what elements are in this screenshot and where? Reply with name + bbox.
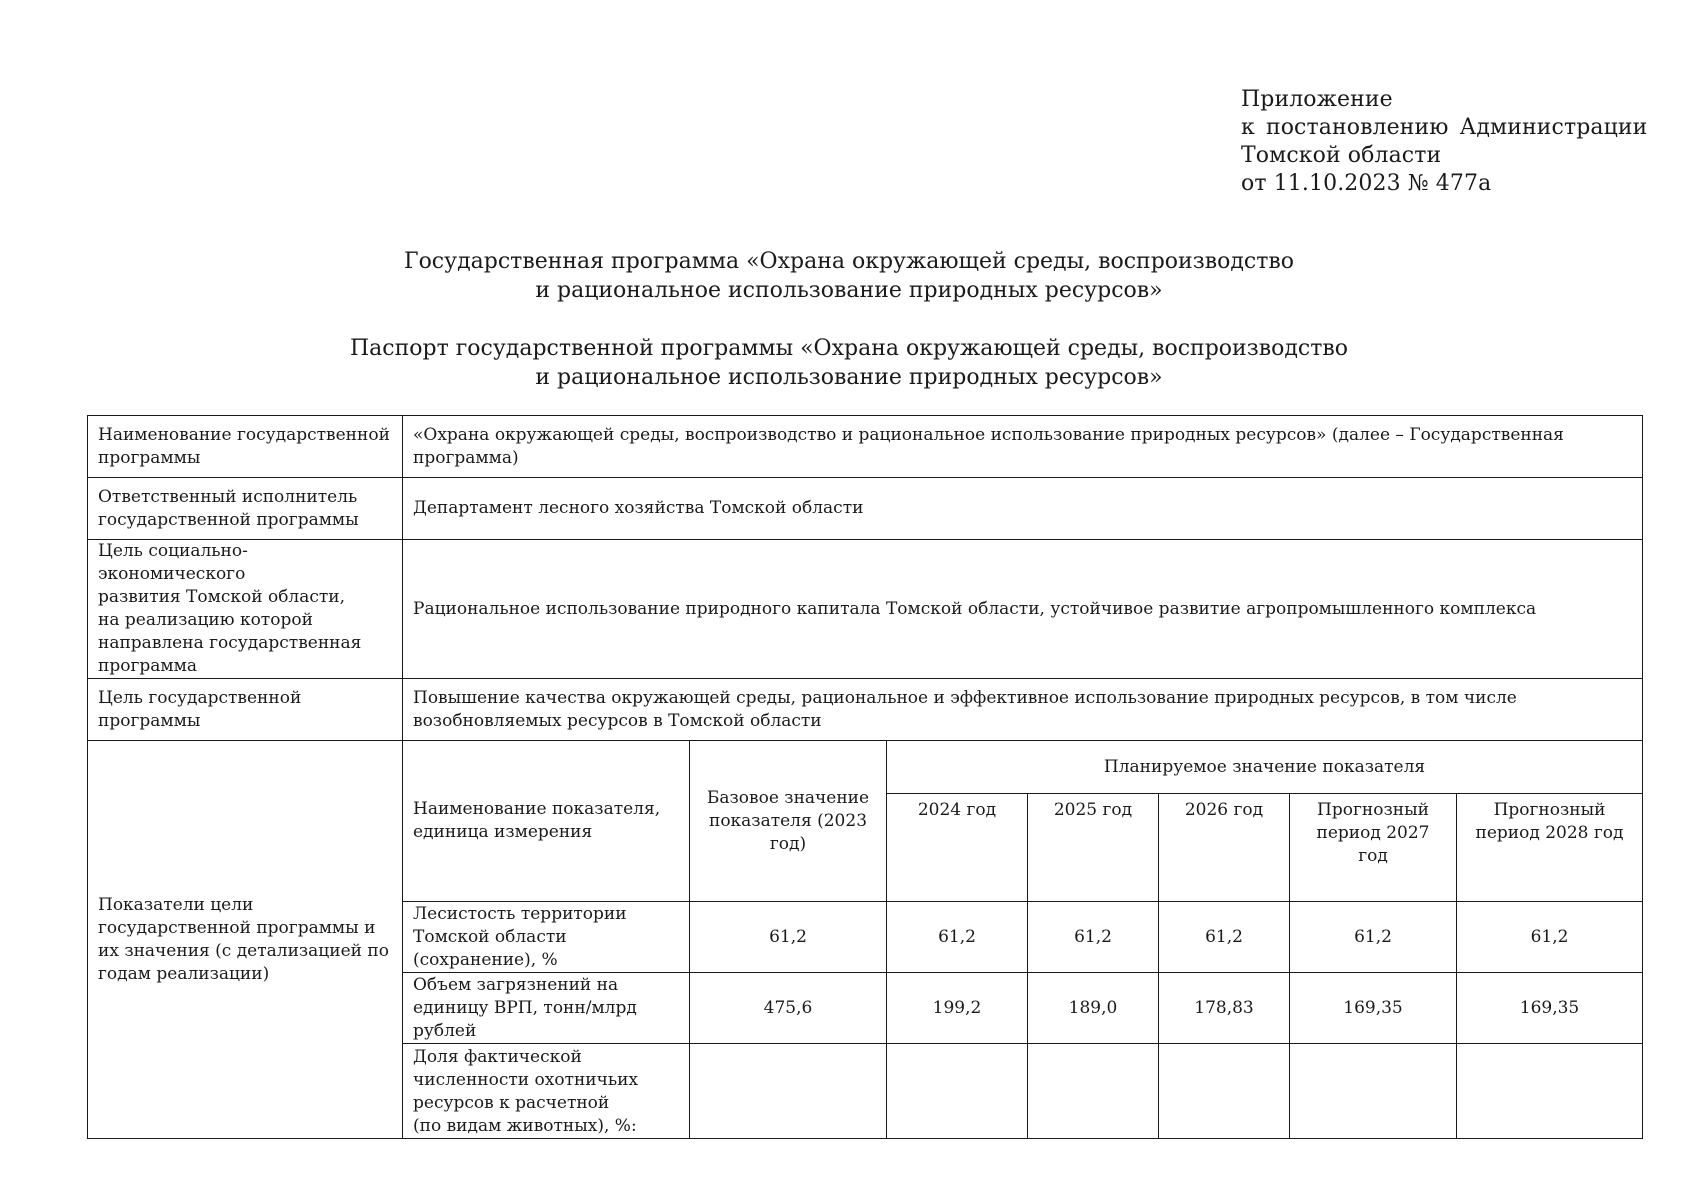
approval-line-2: к постановлению Администрации	[1241, 115, 1648, 140]
indicators-section-label: Показатели цели государственной программы и их значения (с детализацией по годам реализации)	[88, 741, 403, 1139]
indicator-value-2028: 61,2	[1457, 902, 1643, 973]
indicators-col-name: Наименование показателя, единица измерения	[403, 741, 690, 902]
row-value-name: «Охрана окружающей среды, воспроизводство и рациональное использование природных ресурсов» (далее – Государственная программа)	[403, 416, 1643, 478]
indicator-base-value	[690, 1044, 887, 1139]
row-value-program-goal: Повышение качества окружающей среды, рациональное и эффективное использование природных ресурсов, в том числе возобновляемых ресурсов в Томской области	[403, 679, 1643, 741]
table-row	[88, 540, 1643, 679]
row-value-socio-goal: Рациональное использование природного капитала Томской области, устойчивое развитие агропромышленного комплекса	[403, 540, 1643, 679]
socio-goal-label-line-4: направлена государственная	[98, 633, 362, 653]
year-2027-header: Прогнозный период 2027 год	[1290, 794, 1457, 902]
indicator-value-2025: 189,0	[1028, 973, 1159, 1044]
indicator-value-2025	[1028, 1044, 1159, 1139]
indicator-value-2026: 61,2	[1159, 902, 1290, 973]
indicator-base-value: 475,6	[690, 973, 887, 1044]
approval-line-3: Томской области	[1241, 143, 1442, 168]
indicator-value-2027	[1290, 1044, 1457, 1139]
year-2028-header: Прогнозный период 2028 год	[1457, 794, 1643, 902]
indicator-value-2024: 61,2	[887, 902, 1028, 973]
socio-goal-label-line-2: развития Томской области,	[98, 587, 346, 607]
indicators-col-planned: Планируемое значение показателя	[887, 741, 1643, 794]
row-label-program-goal: Цель государственной программы	[88, 679, 403, 741]
socio-goal-label-line-1: Цель социально-экономического	[98, 541, 248, 584]
indicator-name-line-3: ресурсов к расчетной	[413, 1093, 610, 1113]
indicator-value-2024: 199,2	[887, 973, 1028, 1044]
approval-stamp	[1241, 86, 1647, 198]
table-row	[88, 478, 1643, 540]
indicator-name: Объем загрязнений на единицу ВРП, тонн/млрд рублей	[403, 973, 690, 1044]
indicator-name	[403, 1044, 690, 1139]
indicator-name-line-2: численности охотничьих	[413, 1070, 639, 1090]
indicator-value-2028	[1457, 1044, 1643, 1139]
passport-table	[87, 415, 1643, 1139]
indicator-value-2028: 169,35	[1457, 973, 1643, 1044]
approval-line-4: от 11.10.2023 № 477а	[1241, 171, 1492, 196]
indicator-name: Лесистость территории Томской области (сохранение), %	[403, 902, 690, 973]
indicators-header-row	[88, 741, 1643, 794]
row-value-executor: Департамент лесного хозяйства Томской области	[403, 478, 1643, 540]
passport-title-line-2: и рациональное использование природных ресурсов»	[535, 365, 1163, 390]
passport-title-line-1: Паспорт государственной программы «Охрана окружающей среды, воспроизводство	[349, 336, 1349, 361]
indicator-value-2025: 61,2	[1028, 902, 1159, 973]
indicator-value-2026	[1159, 1044, 1290, 1139]
table-row	[88, 679, 1643, 741]
indicator-value-2026: 178,83	[1159, 973, 1290, 1044]
year-2024-header: 2024 год	[887, 794, 1028, 902]
indicator-value-2027: 169,35	[1290, 973, 1457, 1044]
passport-title	[0, 334, 1698, 392]
indicator-name-line-4: (по видам животных), %:	[413, 1116, 637, 1136]
indicator-base-value: 61,2	[690, 902, 887, 973]
indicators-col-base: Базовое значение показателя (2023 год)	[690, 741, 887, 902]
row-label-executor: Ответственный исполнитель государственной программы	[88, 478, 403, 540]
program-title-line-2: и рациональное использование природных ресурсов»	[535, 278, 1163, 303]
approval-line-1: Приложение	[1241, 87, 1393, 112]
program-title-line-1: Государственная программа «Охрана окружающей среды, воспроизводство	[404, 249, 1294, 274]
year-2026-header: 2026 год	[1159, 794, 1290, 902]
row-label-socio-goal	[88, 540, 403, 679]
program-title	[0, 247, 1698, 305]
indicator-value-2027: 61,2	[1290, 902, 1457, 973]
indicator-value-2024	[887, 1044, 1028, 1139]
socio-goal-label-line-3: на реализацию которой	[98, 610, 313, 630]
row-label-name: Наименование государственной программы	[88, 416, 403, 478]
indicator-name-line-1: Доля фактической	[413, 1047, 582, 1067]
year-2025-header: 2025 год	[1028, 794, 1159, 902]
table-row	[88, 416, 1643, 478]
socio-goal-label-line-5: программа	[98, 656, 197, 676]
